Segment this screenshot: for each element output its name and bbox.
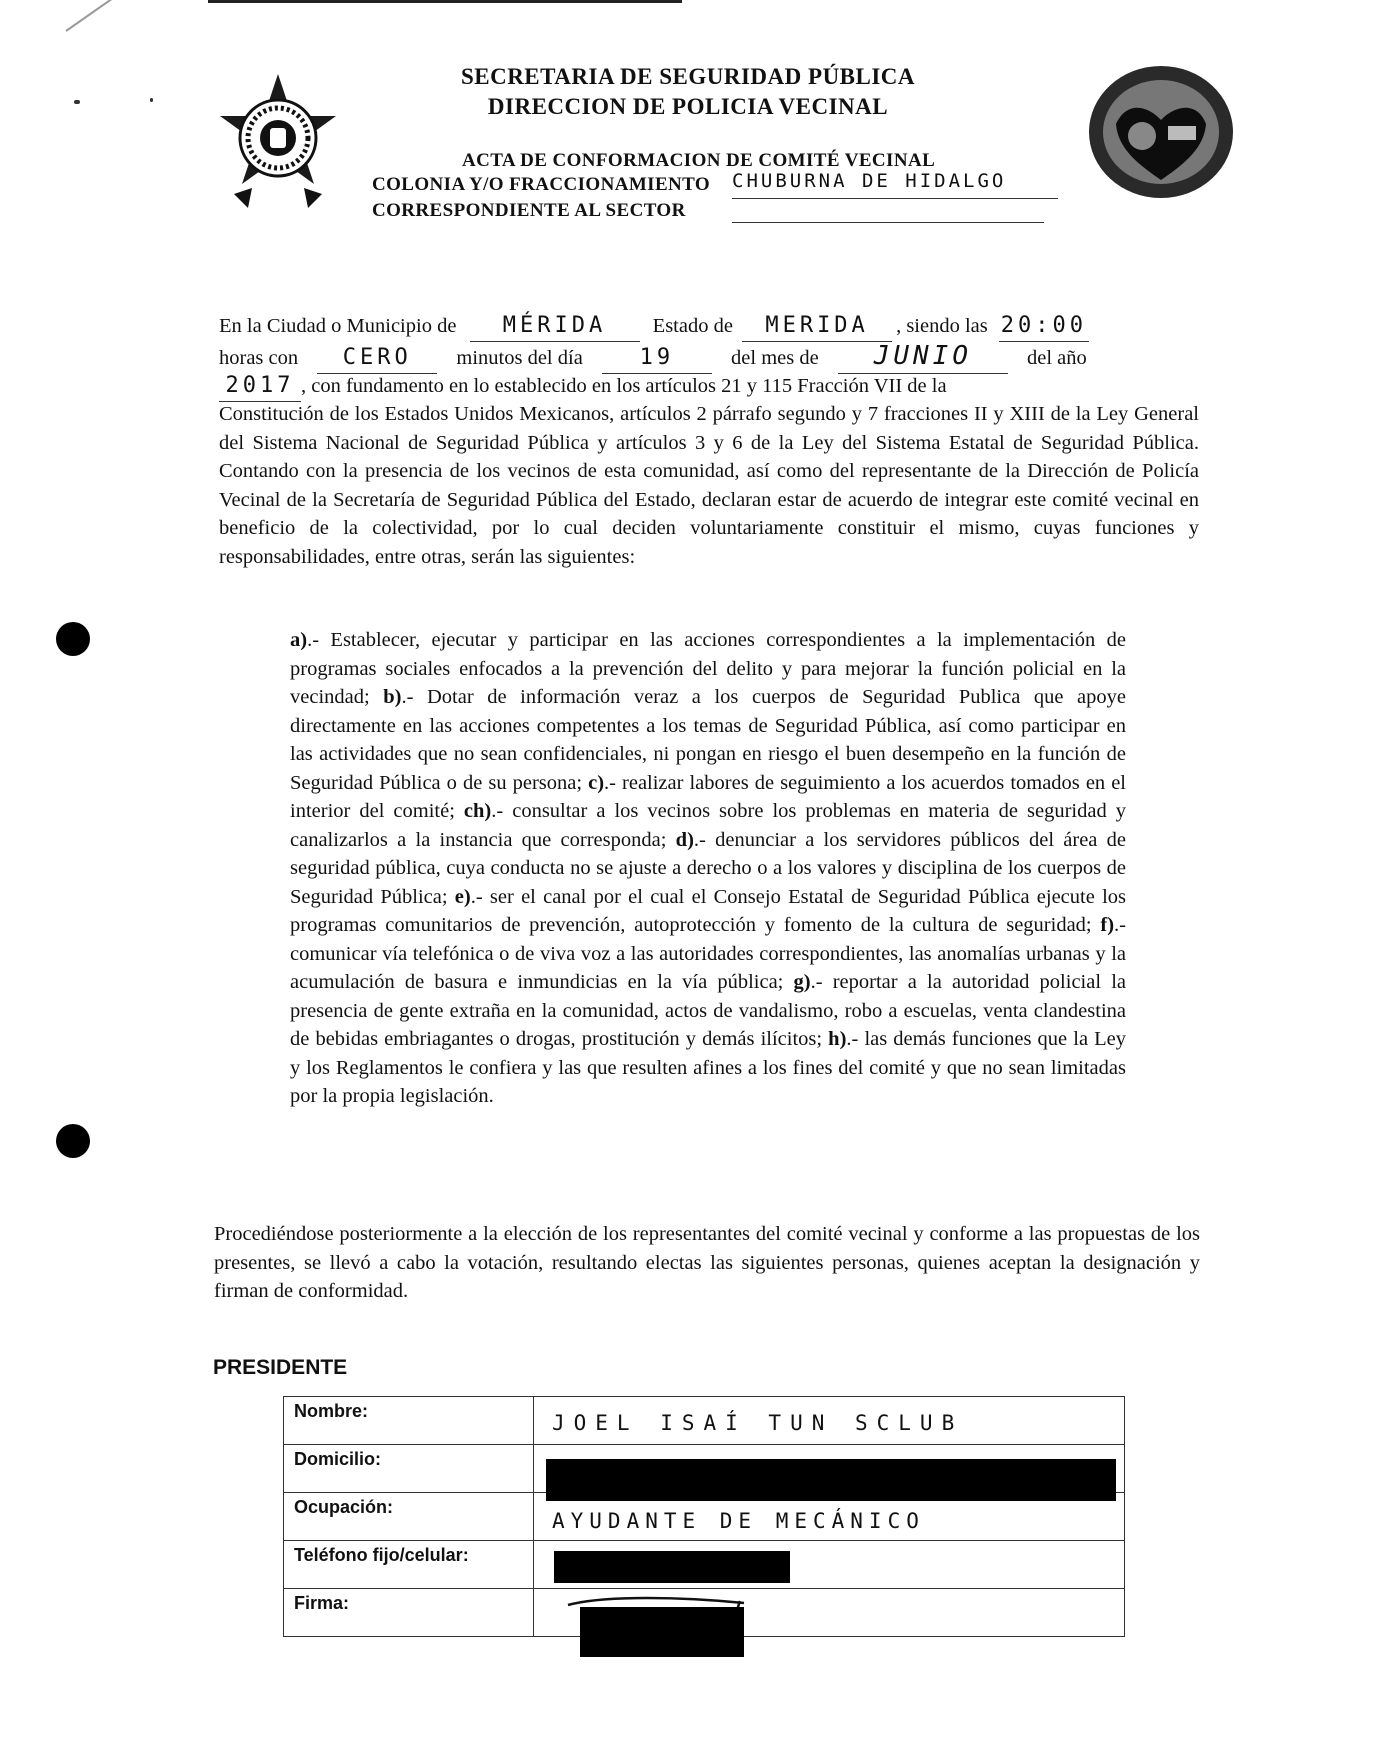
nombre-label: Nombre: [284, 1397, 534, 1445]
president-title: PRESIDENTE [213, 1356, 348, 1379]
intro-text: , siendo las [896, 315, 988, 337]
hora-field [999, 312, 1089, 342]
stray-pen-mark [65, 0, 123, 32]
function-text: .- reportar a la autoridad policial la presencia de gente extraña en la comunidad, actos de vandalismo, robo a escuelas, venta clandestina de bebidas embriagantes o drogas, prostitución y demás ilícitos; [290, 971, 1126, 1050]
colonia-field [732, 170, 1058, 199]
mes-value: JUNIO [873, 341, 972, 371]
anio-value: 2017 [225, 373, 295, 398]
function-label: ch) [463, 800, 492, 822]
telefono-label: Teléfono fijo/celular: [284, 1541, 534, 1589]
function-text: .- denunciar a los servidores públicos del área de seguridad pública, cuya conducta no se ajuste a derecho o a los valores y disciplina de los cuerpos de Seguridad Pública; [290, 828, 1126, 908]
hora-value: 20:00 [1000, 313, 1087, 338]
form-row-telefono [284, 1541, 1125, 1589]
estado-value: MERIDA [765, 313, 869, 338]
ocupacion-label: Ocupación: [284, 1493, 534, 1541]
colonia-label: COLONIA Y/O FRACCIONAMIENTO [372, 174, 711, 195]
dia-field [602, 344, 712, 374]
ocupacion-value: AYUDANTE DE MECÁNICO [552, 1509, 925, 1533]
acta-title: ACTA DE CONFORMACION DE COMITÉ VECINAL [462, 150, 936, 171]
function-label: h) [828, 1028, 847, 1050]
ocupacion-cell [534, 1493, 1125, 1541]
domicilio-label: Domicilio: [284, 1445, 534, 1493]
function-text: .- las demás funciones que la Ley y los Reglamentos le confiera y las que resulten afines a los fines del comité y que no sean limitadas por la propia legislación. [290, 1028, 1127, 1107]
sector-field [732, 198, 1044, 223]
function-text: .- realizar labores de seguimiento a los acuerdos tomados en el interior del comité; [290, 771, 1126, 822]
telefono-cell [534, 1541, 1125, 1589]
function-text: .- Establecer, ejecutar y participar en las acciones correspondientes a la implementación de programas sociales enfocados a la prevención del delito y para mejorar la función policial en la vecindad; [290, 629, 1126, 708]
function-text: .- consultar a los vecinos sobre los problemas en materia de seguridad y canalizarlos a la instancia que corresponda; [290, 800, 1126, 851]
intro-text: En la Ciudad o Municipio de [219, 315, 457, 337]
intro-line-1 [219, 312, 1199, 342]
sector-label: CORRESPONDIENTE AL SECTOR [372, 200, 686, 221]
function-label: d) [675, 828, 694, 851]
nombre-cell [534, 1397, 1125, 1445]
minutos-field [317, 344, 437, 374]
minutos-value: CERO [342, 345, 412, 370]
intro-text: del año [1026, 347, 1087, 369]
anio-field [219, 372, 301, 402]
form-row-nombre [284, 1397, 1125, 1445]
header-secretaria: SECRETARIA DE SEGURIDAD PÚBLICA [460, 64, 916, 89]
municipio-field [470, 312, 640, 342]
function-label: e) [454, 885, 471, 908]
intro-text: horas con [219, 347, 299, 369]
function-text: .- ser el canal por el cual el Consejo Estatal de Seguridad Pública ejecute los programas comunitarios de prevención, autoprotección y fomento de la cultura de seguridad; [290, 885, 1126, 936]
intro-line-3 [219, 372, 1199, 402]
redaction-bar [554, 1551, 790, 1583]
colonia-value: CHUBURNA DE HIDALGO [732, 170, 1007, 192]
intro-paragraph: Constitución de los Estados Unidos Mexicanos, artículos 2 párrafo segundo y 7 fracciones II y XIII de la Ley General del Sistema Nacional de Seguridad Pública y artículos 3 y 6 de la Ley del Sistema Estatal de Seguridad Pública. Contando con la presencia de los vecinos de esta comunidad, así como del representante de la Dirección de Policía Vecinal de la Secretaría de Seguridad Pública del Estado, declaran estar de acuerdo de integrar este comité vecinal en beneficio de la colectividad, por lo cual deciden voluntariamente constituir el mismo, cuyas funciones y responsabilidades, entre otras, serán las siguientes: [219, 403, 1199, 568]
punch-hole [56, 1124, 90, 1158]
header-direccion: DIRECCION DE POLICIA VECINAL [487, 94, 889, 119]
firma-label: Firma: [284, 1589, 534, 1637]
intro-line-2 [219, 342, 1199, 374]
function-text: .- comunicar vía telefónica o de viva voz a las autoridades correspondientes, las anomalías urbanas y la acumulación de basura e inmundicias en la vía pública; [290, 914, 1126, 993]
function-label: b) [383, 686, 402, 708]
domicilio-cell [534, 1445, 1125, 1493]
mes-field [838, 342, 1008, 374]
municipio-value: MÉRIDA [502, 313, 607, 338]
function-text: .- Dotar de información veraz a los cuerpos de Seguridad Publica que apoye directamente en las acciones competentes a los temas de Seguridad Pública, así como participar en las actividades que no sean confidenciales, ni pongan en riesgo el buen desempeño en la función de Seguridad Pública o de su persona; [290, 686, 1126, 794]
function-label: g) [793, 971, 811, 993]
closing-paragraph: Procediéndose posteriormente a la elección de los representantes del comité vecinal y conforme a las propuestas de los presentes, se llevó a cabo la votación, resultando electas las siguientes personas, quienes aceptan la designación y firman de conformidad. [214, 1223, 1200, 1302]
top-border-line [208, 0, 682, 3]
functions-paragraph [290, 626, 1126, 1111]
form-row-ocupacion [284, 1493, 1125, 1541]
form-row-firma [284, 1589, 1125, 1637]
estado-field [742, 312, 892, 342]
president-form-table [283, 1396, 1125, 1637]
intro-text: del mes de [731, 347, 819, 369]
function-label: f) [1100, 914, 1115, 936]
redaction-bar [580, 1607, 744, 1657]
intro-text: minutos del día [456, 347, 583, 369]
intro-text: , con fundamento en lo establecido en los artículos 21 y 115 Fracción VII de la [301, 375, 947, 397]
function-label: a) [290, 629, 308, 651]
punch-hole [56, 622, 90, 656]
firma-cell [534, 1589, 1125, 1637]
dia-value: 19 [639, 345, 675, 370]
form-row-domicilio [284, 1445, 1125, 1493]
intro-text: Estado de [652, 315, 733, 337]
nombre-value: JOEL ISAÍ TUN SCLUB [552, 1411, 964, 1435]
function-label: c) [588, 771, 605, 794]
